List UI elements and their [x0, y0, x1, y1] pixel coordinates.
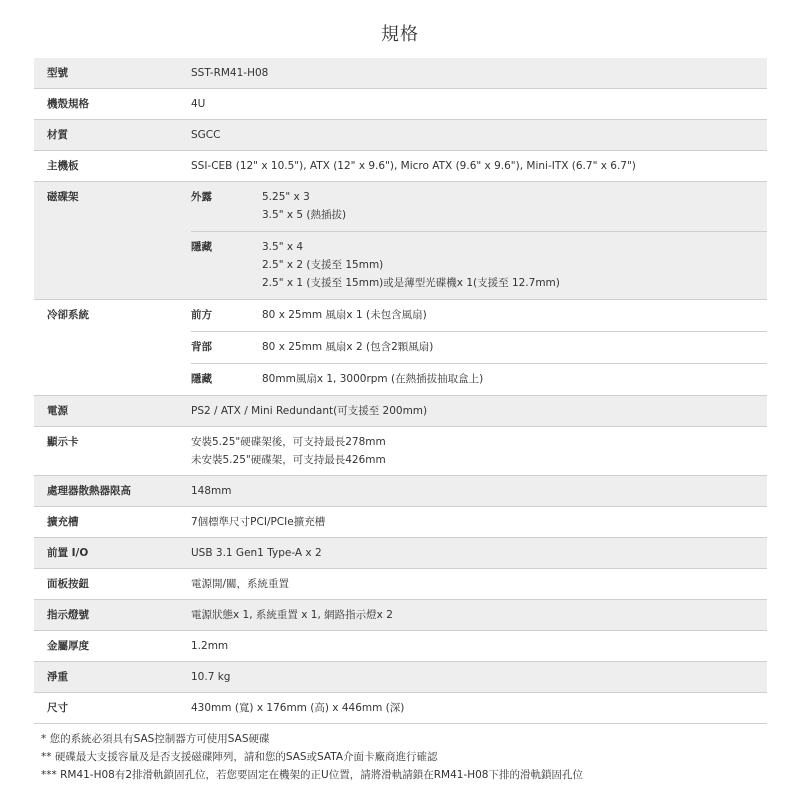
spec-row [34, 662, 767, 693]
spec-value [191, 182, 767, 299]
spec-line: SST-RM41-H08 [191, 67, 269, 79]
spec-row [34, 182, 767, 300]
spec-line: SSI-CEB (12" x 10.5"), ATX (12" x 9.6"), Micro ATX (9.6" x 9.6"), Mini-ITX (6.7" x 6.7") [191, 160, 636, 172]
spec-subrow [191, 331, 767, 363]
spec-subvalue [262, 306, 767, 324]
spec-subvalue [262, 188, 767, 224]
spec-label: 冷卻系統 [47, 309, 89, 321]
spec-sublabel: 背部 [191, 341, 212, 353]
footnote-line: * 您的系統必須具有SAS控制器方可使用SAS硬碟 [41, 733, 270, 745]
spec-line: 7個標準尺寸PCI/PCIe擴充槽 [191, 516, 326, 528]
spec-row [34, 427, 767, 476]
spec-row [34, 476, 767, 507]
spec-label: 金屬厚度 [47, 640, 89, 652]
spec-label: 機殼規格 [47, 98, 89, 110]
spec-label: 主機板 [47, 160, 79, 172]
page-title: 規格 [381, 24, 419, 45]
spec-line: PS2 / ATX / Mini Redundant(可支援至 200mm) [191, 405, 428, 417]
spec-row [34, 538, 767, 569]
spec-subvalue [262, 238, 767, 292]
spec-label: 指示燈號 [47, 609, 89, 621]
spec-row [34, 120, 767, 151]
spec-value [191, 662, 767, 692]
spec-line: 3.5" x 4 [262, 241, 304, 253]
footnotes [41, 730, 583, 784]
spec-label: 處理器散熱器限高 [47, 485, 131, 497]
spec-line: 2.5" x 1 (支援至 15mm)或是薄型光碟機x 1(支援至 12.7mm) [262, 277, 560, 289]
spec-label: 淨重 [47, 671, 68, 683]
spec-line: 安裝5.25"硬碟架後，可支持最長278mm [191, 436, 386, 448]
spec-line: 3.5" x 5 (熱插拔) [262, 209, 347, 221]
spec-subrow [191, 231, 767, 299]
spec-row [34, 693, 767, 724]
spec-line: 80 x 25mm 風扇x 2 (包含2顆風扇) [262, 341, 434, 353]
spec-value [191, 396, 767, 426]
spec-line: 148mm [191, 485, 232, 497]
spec-line: 80mm風扇x 1, 3000rpm (在熱插拔抽取盒上) [262, 373, 484, 385]
spec-label: 前置 I/O [47, 547, 89, 559]
spec-line: 2.5" x 2 (支援至 15mm) [262, 259, 384, 271]
spec-row [34, 631, 767, 662]
spec-value [191, 693, 767, 723]
spec-label: 材質 [47, 129, 68, 141]
spec-label: 面板按鈕 [47, 578, 89, 590]
spec-value [191, 600, 767, 630]
spec-line: 80 x 25mm 風扇x 1 (未包含風扇) [262, 309, 427, 321]
footnote-line: *** RM41-H08有2排滑軌鎖固孔位，若您要固定在機架的正U位置，請將滑軌請鎖在RM41-H08下排的滑軌鎖固孔位 [41, 769, 583, 781]
spec-value [191, 89, 767, 119]
spec-line: 10.7 kg [191, 671, 231, 683]
spec-line: SGCC [191, 129, 221, 141]
spec-label: 電源 [47, 405, 68, 417]
spec-value [191, 507, 767, 537]
spec-sublabel: 前方 [191, 309, 212, 321]
spec-subrow [191, 300, 767, 331]
spec-row [34, 569, 767, 600]
spec-row [34, 300, 767, 396]
spec-row [34, 396, 767, 427]
spec-value [191, 120, 767, 150]
spec-label: 尺寸 [47, 702, 68, 714]
spec-line: 電源開/關，系統重置 [191, 578, 290, 590]
spec-label: 擴充槽 [47, 516, 79, 528]
spec-label: 磁碟架 [47, 191, 79, 203]
spec-value [191, 300, 767, 395]
spec-value [191, 58, 767, 88]
spec-row [34, 89, 767, 120]
spec-line: 1.2mm [191, 640, 229, 652]
spec-sublabel: 外露 [191, 191, 212, 203]
spec-value [191, 151, 767, 181]
spec-subvalue [262, 338, 767, 356]
spec-row [34, 58, 767, 89]
spec-subrow [191, 363, 767, 395]
spec-line: 5.25" x 3 [262, 191, 310, 203]
spec-sublabel: 隱藏 [191, 373, 212, 385]
footnote-line: ** 硬碟最大支援容量及是否支援磁碟陣列，請和您的SAS或SATA介面卡廠商進行確認 [41, 751, 438, 763]
spec-sublabel: 隱藏 [191, 241, 212, 253]
spec-table [34, 58, 767, 724]
spec-value [191, 427, 767, 475]
spec-row [34, 507, 767, 538]
spec-value [191, 476, 767, 506]
spec-subrow [191, 182, 767, 231]
spec-line: 電源狀態x 1, 系統重置 x 1, 網路指示燈x 2 [191, 609, 393, 621]
spec-subvalue [262, 370, 767, 388]
spec-value [191, 631, 767, 661]
spec-label: 型號 [47, 67, 68, 79]
spec-label: 顯示卡 [47, 436, 79, 448]
spec-row [34, 600, 767, 631]
spec-line: 430mm (寬) x 176mm (高) x 446mm (深) [191, 702, 405, 714]
spec-row [34, 151, 767, 182]
spec-value [191, 569, 767, 599]
spec-value [191, 538, 767, 568]
spec-line: USB 3.1 Gen1 Type-A x 2 [191, 547, 322, 559]
spec-line: 未安裝5.25"硬碟架，可支持最長426mm [191, 454, 386, 466]
spec-line: 4U [191, 98, 206, 110]
